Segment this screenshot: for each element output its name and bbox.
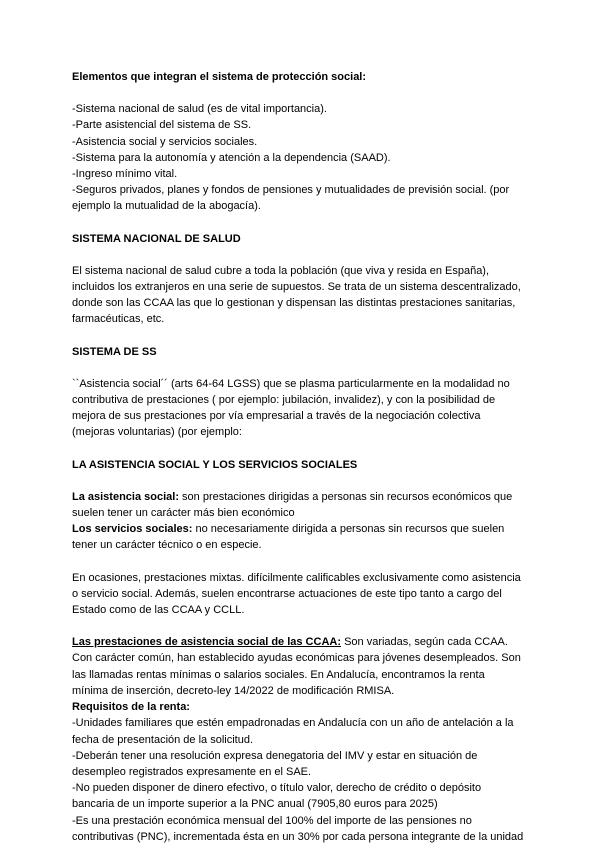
requisitos-line: contributivas (PNC), incrementada ésta en un 30% por cada persona integrante de la unidad [72, 830, 524, 843]
intro-heading: Elementos que integran el sistema de protección social: [72, 71, 367, 83]
ccaa-line: las llamadas rentas mínimas o salarios sociales. En Andalucía, encontramos la renta [72, 668, 485, 681]
salud-line: El sistema nacional de salud cubre a toda la población (que viva y resida en España), [72, 264, 490, 277]
spacer [72, 441, 534, 457]
spacer [72, 247, 534, 263]
spacer [72, 618, 534, 634]
intro-item: -Parte asistencial del sistema de SS. [72, 119, 252, 132]
asistencia-heading: LA ASISTENCIA SOCIAL Y LOS SERVICIOS SOCIALES [72, 458, 358, 471]
requisitos-line: -No pueden disponer de dinero efectivo, o título valor, derecho de crédito o depósito [72, 782, 482, 795]
mixed-line: En ocasiones, prestaciones mixtas. difícilmente calificables exclusivamente como asistencia [72, 571, 521, 584]
ccaa-text: Son variadas, según cada CCAA. [341, 636, 508, 649]
ccaa-paragraph [72, 634, 534, 650]
ss-line: ``Asistencia social´´ (arts 64-64 LGSS) que se plasma particularmente en la modalidad no [72, 377, 510, 390]
asistencia-definition-text: son prestaciones dirigidas a personas sin recursos económicos que [179, 490, 513, 503]
intro-item: -Seguros privados, planes y fondos de pensiones y mutualidades de previsión social. (por [72, 184, 510, 197]
salud-heading: SISTEMA NACIONAL DE SALUD [72, 232, 241, 245]
intro-item: -Ingreso mínimo vital. [72, 168, 178, 181]
servicios-definition [72, 521, 534, 537]
requisitos-line: bancaria de un importe superior a la PNC anual (7905,80 euros para 2025) [72, 798, 438, 811]
intro-item: -Sistema para la autonomía y atención a la dependencia (SAAD). [72, 151, 391, 164]
ss-heading: SISTEMA DE SS [72, 345, 157, 358]
requisitos-heading: Requisitos de la renta: [72, 701, 190, 714]
asistencia-definition-line: suelen tener un carácter más bien económico [72, 507, 295, 520]
intro-item: -Sistema nacional de salud (es de vital importancia). [72, 103, 327, 116]
spacer [72, 328, 534, 344]
requisitos-line: desempleo registrados expresamente en el SAE. [72, 765, 312, 778]
asistencia-term: La asistencia social: [72, 490, 179, 503]
spacer [72, 85, 534, 101]
asistencia-definition [72, 489, 534, 505]
salud-line: incluidos los extranjeros en una serie de supuestos. Se trata de un sistema descentralizado, [72, 281, 521, 294]
salud-line: donde son las CCAA las que lo gestionan y dispensan las distintas prestaciones sanitarias, [72, 297, 516, 310]
requisitos-line: -Unidades familiares que estén empadronadas en Andalucía con un año de antelación a la [72, 717, 514, 730]
ccaa-line: Con carácter común, han establecido ayudas económicas para jóvenes desempleados. Son [72, 652, 521, 665]
mixed-line: o servicio social. Además, suelen encontrarse actuaciones de este tipo tanto a cargo del [72, 587, 502, 600]
servicios-term: Los servicios sociales: [72, 523, 193, 536]
requisitos-line: fecha de presentación de la solicitud. [72, 733, 254, 746]
spacer [72, 215, 534, 231]
requisitos-line: -Es una prestación económica mensual del 100% del importe de las pensiones no [72, 814, 472, 827]
document-body [72, 69, 534, 845]
servicios-definition-text: no necesariamente dirigida a personas sin recursos que suelen [192, 523, 505, 536]
spacer [72, 554, 534, 570]
mixed-line: Estado como de las CCAA y CCLL. [72, 604, 245, 617]
intro-item: ejemplo la mutualidad de la abogacía). [72, 200, 261, 213]
requisitos-line: -Deberán tener una resolución expresa denegatoria del IMV y estar en situación de [72, 749, 478, 762]
ss-line: contributiva de prestaciones ( por ejemplo: jubilación, invalidez), y con la posibilidad de [72, 394, 496, 407]
spacer [72, 473, 534, 489]
servicios-definition-line: tener un carácter técnico o en especie. [72, 539, 262, 552]
spacer [72, 360, 534, 376]
ccaa-line: mínima de inserción, decreto-ley 14/2022 de modificación RMISA. [72, 684, 395, 697]
salud-line: farmacéuticas, etc. [72, 313, 165, 326]
ccaa-term: Las prestaciones de asistencia social de las CCAA: [72, 636, 342, 649]
intro-item: -Asistencia social y servicios sociales. [72, 135, 258, 148]
ss-line: (mejoras voluntarias) (por ejemplo: [72, 426, 242, 439]
ss-line: mejora de sus prestaciones por vía empresarial a través de la negociación colectiva [72, 410, 481, 423]
